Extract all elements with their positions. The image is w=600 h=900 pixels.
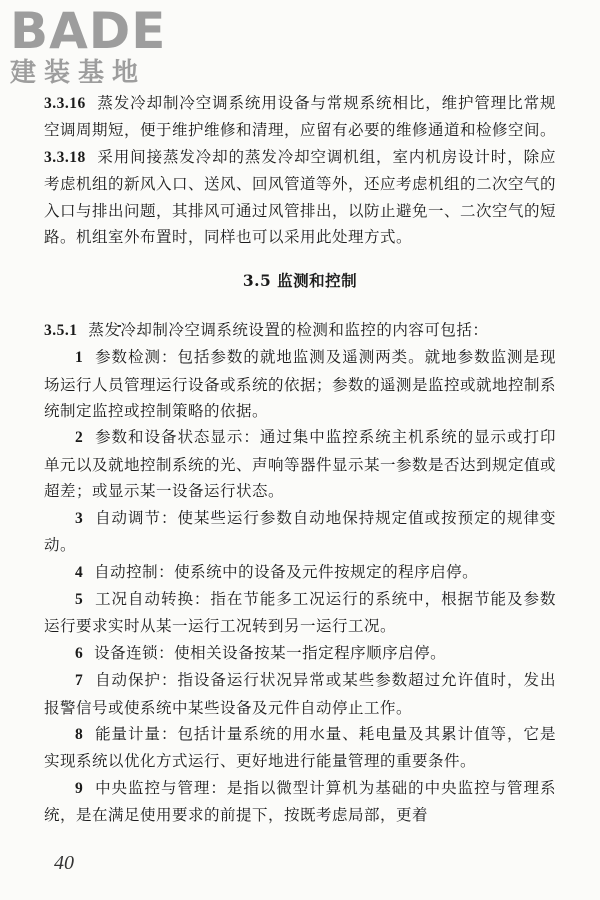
section-title: 3.5 监测和控制 [242, 271, 358, 291]
page-number: 40 [54, 852, 74, 874]
item-text: 能量计量：包括计量系统的用水量、耗电量及其累计值等，它是实现系统以优化方式运行、更好地进行能量管理的重要条件。 [44, 724, 556, 771]
item-text: 工况自动转换：指在节能多工况运行的系统中，根据节能及参数运行要求实时从某一运行工况转到另一运行工况。 [44, 589, 556, 636]
clause-text: 蒸发冷却制冷空调系统设置的检测和监控的内容可包括： [88, 320, 489, 339]
logo-subtitle: 建装基地 [10, 58, 147, 88]
list-item [44, 344, 556, 424]
list-item [44, 586, 556, 640]
item-number: 4 [75, 563, 84, 581]
logo-mark: BADE [10, 2, 167, 60]
list-item [44, 424, 556, 504]
item-text: 参数检测：包括参数的就地监测及遥测两类。就地参数监测是现场运行人员管理运行设备或系统的依据；参数的遥测是监控或就地控制系统制定监控或控制策略的依据。 [44, 348, 557, 421]
list-item [44, 559, 556, 586]
list-item [44, 505, 556, 559]
clause-3-3-18 [44, 144, 556, 251]
list-item [44, 721, 556, 775]
item-text: 自动控制：使系统中的设备及元件按规定的程序启停。 [94, 562, 479, 581]
clause-number: 3.3.16 [44, 95, 86, 112]
item-number: 5 [75, 590, 84, 608]
item-number: 3 [75, 509, 84, 527]
clause-3-3-16 [44, 90, 556, 144]
item-text: 自动调节：使某些运行参数自动地保持规定值或按预定的规律变动。 [44, 508, 556, 555]
item-number: 1 [75, 349, 84, 367]
bade-logo [10, 2, 180, 92]
item-number: 9 [75, 779, 84, 797]
item-number: 8 [75, 725, 84, 743]
clause-text: 采用间接蒸发冷却的蒸发冷却空调机组，室内机房设计时，除应考虑机组的新风入口、送风、回风管道等外，还应考虑机组的二次空气的入口与排出问题，其排风可通过风管排出，以防止避免一、二次空气的短路。机组室外布置时，同样也可以采用此处理方式。 [44, 147, 557, 247]
clause-3-5-1 [44, 317, 556, 344]
item-text: 设备连锁：使相关设备按某一指定程序顺序启停。 [94, 643, 447, 662]
clause-number: 3.5.1 [44, 321, 78, 339]
page-content [44, 90, 556, 829]
item-number: 6 [75, 644, 84, 662]
item-number: 2 [75, 429, 84, 447]
list-item [44, 640, 556, 667]
list-item [44, 775, 556, 829]
item-text: 中央监控与管理：是指以微型计算机为基础的中央监控与管理系统，是在满足使用要求的前提下，按既考虑局部，更着 [44, 778, 556, 825]
clause-text: 蒸发冷却制冷空调系统用设备与常规系统相比，维护管理比常规空调周期短，便于维护维修和清理，应留有必要的维修通道和检修空间。 [44, 94, 557, 140]
clause-number: 3.3.18 [44, 148, 86, 166]
list-item [44, 667, 556, 721]
item-text: 参数和设备状态显示：通过集中监控系统主机系统的显示或打印单元以及就地控制系统的光、声响等器件显示某一参数是否达到规定值或超差；或显示某一设备运行状态。 [44, 428, 557, 501]
item-number: 7 [75, 672, 84, 690]
item-text: 自动保护：指设备运行状况异常或某些参数超过允许值时，发出报警信号或使系统中某些设备及元件自动停止工作。 [44, 671, 556, 717]
